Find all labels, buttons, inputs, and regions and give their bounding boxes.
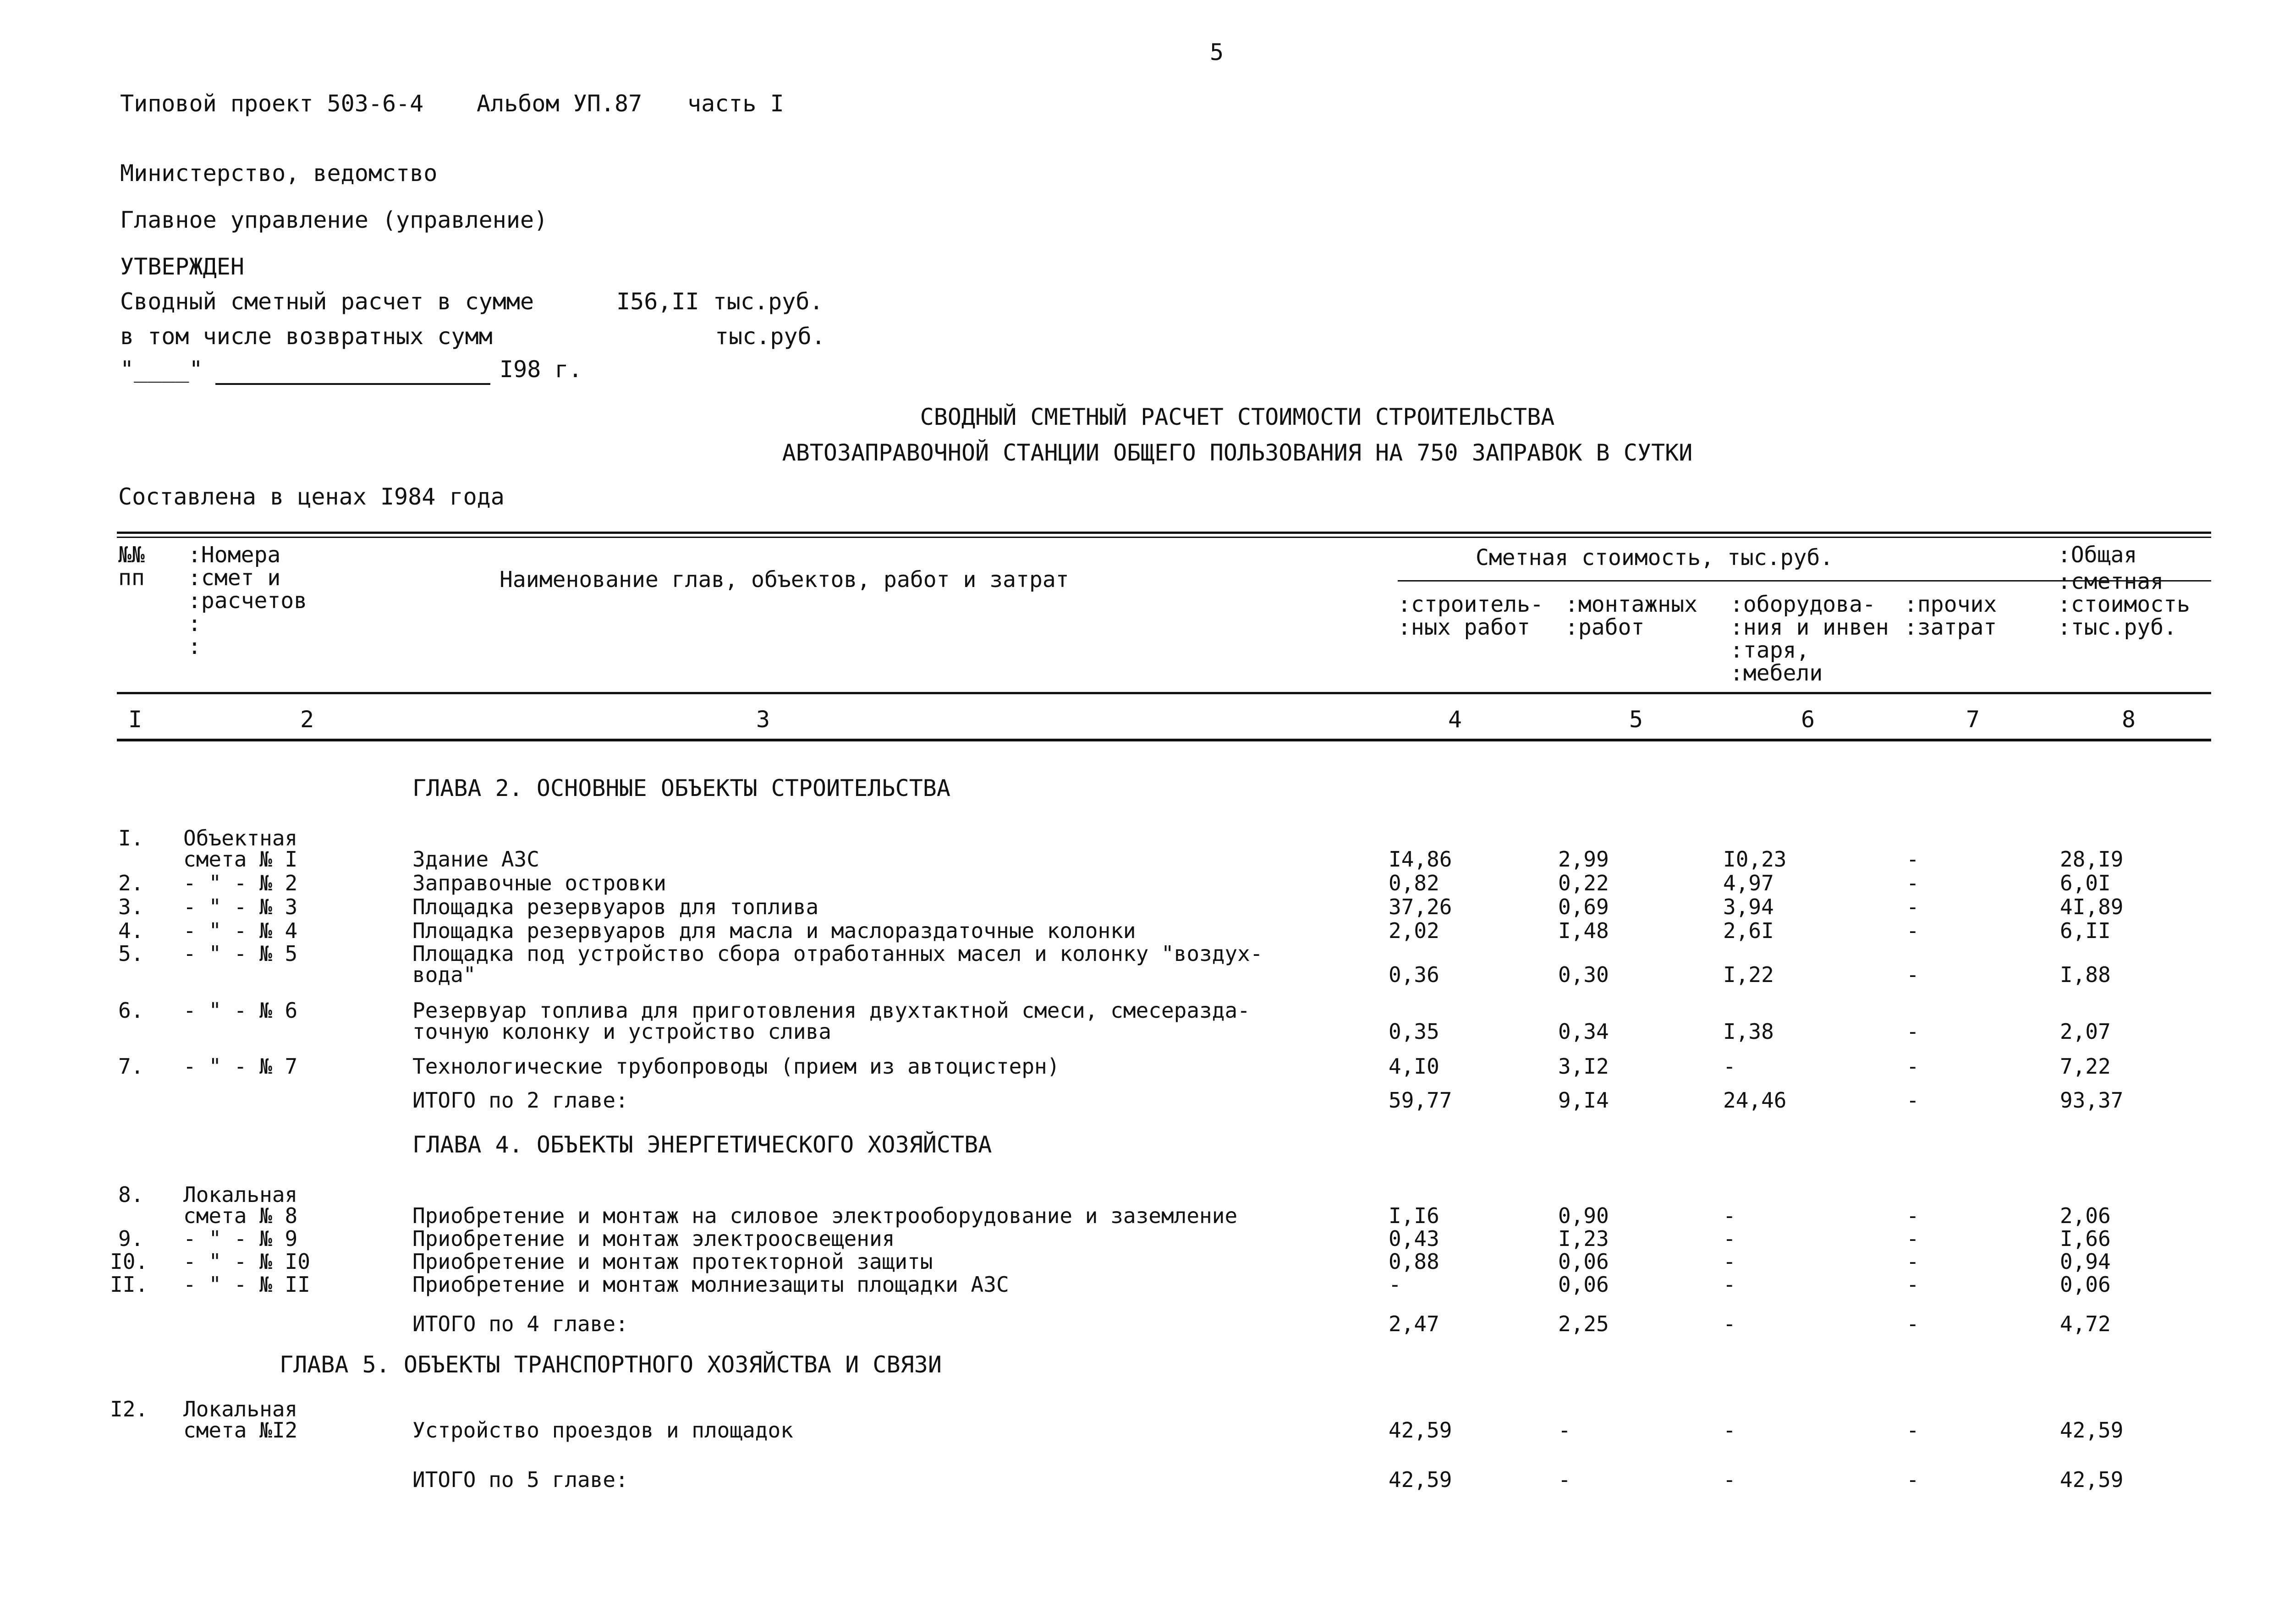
cell-installation: - — [1558, 1418, 1571, 1443]
cell-other: - — [1906, 1418, 1919, 1443]
row-number: I. — [118, 826, 144, 850]
cell-construction: 37,26 — [1389, 894, 1452, 919]
column-number: 3 — [756, 706, 770, 733]
chapter-title: ГЛАВА 4. ОБЪЕКТЫ ЭНЕРГЕТИЧЕСКОГО ХОЗЯЙСТВА — [412, 1131, 992, 1158]
cell-total: 7,22 — [2060, 1054, 2111, 1079]
cell-construction: 59,77 — [1389, 1088, 1452, 1113]
row-name: Устройство проездов и площадок — [412, 1418, 793, 1443]
cell-installation: - — [1558, 1467, 1571, 1492]
cell-total: 6,II — [2060, 918, 2111, 943]
row-ref: - " - № 3 — [183, 894, 298, 919]
row-ref: - " - № 9 — [183, 1226, 298, 1251]
cell-equipment: I,22 — [1723, 962, 1774, 987]
cell-total: 28,I9 — [2060, 847, 2124, 872]
table-top-rule — [117, 532, 2211, 534]
row-number: I0. — [110, 1249, 148, 1274]
cell-total: 93,37 — [2060, 1088, 2124, 1113]
cell-construction: 2,47 — [1389, 1311, 1439, 1336]
chapter-title: ГЛАВА 5. ОБЪЕКТЫ ТРАНСПОРТНОГО ХОЗЯЙСТВА И СВЯЗИ — [280, 1351, 942, 1378]
date-line — [215, 383, 490, 385]
cell-installation: 0,69 — [1558, 894, 1609, 919]
cell-total: 0,94 — [2060, 1249, 2111, 1274]
prices-note: Составлена в ценах I984 года — [118, 483, 505, 510]
cell-total: I,66 — [2060, 1226, 2111, 1251]
total-label: ИТОГО по 2 главе: — [412, 1088, 628, 1113]
cell-other: - — [1906, 1249, 1919, 1274]
row-ref: - " - № 5 — [183, 941, 298, 966]
table-top-rule-inner — [117, 537, 2211, 538]
cell-construction: 0,35 — [1389, 1019, 1439, 1044]
cell-other: - — [1906, 1203, 1919, 1228]
row-ref: смета №I2 — [183, 1418, 298, 1443]
cell-total: 42,59 — [2060, 1418, 2124, 1443]
sum-value: I56,II тыс.руб. — [616, 288, 824, 315]
row-number: 4. — [118, 918, 144, 943]
row-name: Площадка резервуаров для масла и маслораздаточные колонки — [412, 918, 1136, 943]
row-ref: смета № I — [183, 847, 298, 872]
row-ref: Объектная — [183, 826, 298, 850]
row-name: Приобретение и монтаж на силовое электрооборудование и заземление — [412, 1203, 1238, 1228]
row-number: 3. — [118, 894, 144, 919]
cell-construction: 0,36 — [1389, 962, 1439, 987]
cell-other: - — [1906, 962, 1919, 987]
row-ref: - " - № 4 — [183, 918, 298, 943]
row-number: 5. — [118, 941, 144, 966]
sum-label: Сводный сметный расчет в сумме — [120, 288, 534, 315]
cell-other: - — [1906, 1088, 1919, 1113]
page-number: 5 — [1210, 39, 1224, 66]
project-code: Типовой проект 503-6-4 — [120, 90, 424, 117]
cell-equipment: - — [1723, 1226, 1736, 1251]
cell-total: 4I,89 — [2060, 894, 2124, 919]
cell-total: 42,59 — [2060, 1467, 2124, 1492]
ministry-label: Министерство, ведомство — [120, 160, 438, 187]
cell-other: - — [1906, 1226, 1919, 1251]
row-ref: - " - № I0 — [183, 1249, 310, 1274]
cell-construction: 42,59 — [1389, 1467, 1452, 1492]
cell-equipment: 2,6I — [1723, 918, 1774, 943]
header-col7: :прочих :затрат — [1904, 592, 1997, 640]
cell-construction: 0,88 — [1389, 1249, 1439, 1274]
row-ref: - " - № 2 — [183, 871, 298, 895]
cell-installation: 2,25 — [1558, 1311, 1609, 1336]
row-ref: - " - № 7 — [183, 1054, 298, 1079]
row-number: II. — [110, 1272, 148, 1297]
row-number: 6. — [118, 998, 144, 1023]
column-number: I — [128, 706, 143, 733]
column-numbers-rule — [117, 739, 2211, 741]
column-number: 6 — [1801, 706, 1815, 733]
cell-installation: 0,06 — [1558, 1249, 1609, 1274]
row-ref: - " - № II — [183, 1272, 310, 1297]
cell-construction: 2,02 — [1389, 918, 1439, 943]
cell-equipment: 24,46 — [1723, 1088, 1787, 1113]
cell-other: - — [1906, 871, 1919, 895]
album-number: Альбом УП.87 — [477, 90, 642, 117]
cell-installation: 0,06 — [1558, 1272, 1609, 1297]
directorate-label: Главное управление (управление) — [120, 207, 548, 233]
column-number: 5 — [1629, 706, 1643, 733]
cell-installation: 0,22 — [1558, 871, 1609, 895]
refund-unit: тыс.руб. — [715, 323, 825, 350]
row-ref: Локальная — [183, 1397, 298, 1421]
row-number: 8. — [118, 1182, 144, 1207]
cell-other: - — [1906, 847, 1919, 872]
cell-equipment: I0,23 — [1723, 847, 1787, 872]
cell-installation: I,48 — [1558, 918, 1609, 943]
row-name: Резервуар топлива для приготовления двухтактной смеси, смесеразда- — [412, 998, 1250, 1023]
cell-construction: 42,59 — [1389, 1418, 1452, 1443]
approved-label: УТВЕРЖДЕН — [120, 253, 244, 280]
cell-other: - — [1906, 894, 1919, 919]
cell-other: - — [1906, 1467, 1919, 1492]
cell-equipment: - — [1723, 1272, 1736, 1297]
row-number: I2. — [110, 1397, 148, 1421]
header-col2: :Номера :смет и :расчетов : : — [188, 542, 307, 659]
cell-total: 6,0I — [2060, 871, 2111, 895]
cell-equipment: 4,97 — [1723, 871, 1774, 895]
header-bottom-rule — [117, 692, 2211, 694]
cell-construction: 4,I0 — [1389, 1054, 1439, 1079]
row-name: Технологические трубопроводы (прием из автоцистерн) — [412, 1054, 1060, 1079]
row-ref: смета № 8 — [183, 1203, 298, 1228]
cell-total: 0,06 — [2060, 1272, 2111, 1297]
row-name: Приобретение и монтаж молниезащиты площадки АЗС — [412, 1272, 1009, 1297]
row-name: Приобретение и монтаж электроосвещения — [412, 1226, 895, 1251]
cell-equipment: - — [1723, 1467, 1736, 1492]
header-col4: :строитель- :ных работ — [1398, 592, 1543, 640]
cell-equipment: - — [1723, 1054, 1736, 1079]
cell-other: - — [1906, 1311, 1919, 1336]
cell-other: - — [1906, 1019, 1919, 1044]
cell-equipment: - — [1723, 1203, 1736, 1228]
group-rule — [1398, 580, 2048, 582]
header-col8: :Общая :сметная :стоимость :тыс.руб. — [2058, 542, 2190, 640]
row-ref: - " - № 6 — [183, 998, 298, 1023]
date-year: I98 г. — [500, 356, 582, 383]
row-name: точную колонку и устройство слива — [412, 1019, 831, 1044]
header-col6: :оборудова- :ния и инвен :таря, :мебели — [1730, 592, 1889, 686]
row-name: Площадка под устройство сбора отработанных масел и колонку "воздух- — [412, 941, 1263, 966]
cell-construction: I,I6 — [1389, 1203, 1439, 1228]
row-number: 7. — [118, 1054, 144, 1079]
date-day: "____" — [120, 356, 203, 383]
refund-label: в том числе возвратных сумм — [120, 323, 493, 350]
cell-installation: I,23 — [1558, 1226, 1609, 1251]
part-number: часть I — [687, 90, 784, 117]
column-number: 2 — [300, 706, 314, 733]
cell-equipment: 3,94 — [1723, 894, 1774, 919]
cell-other: - — [1906, 918, 1919, 943]
row-number: 2. — [118, 871, 144, 895]
cell-construction: I4,86 — [1389, 847, 1452, 872]
cell-total: 2,07 — [2060, 1019, 2111, 1044]
cell-total: 2,06 — [2060, 1203, 2111, 1228]
cell-equipment: - — [1723, 1249, 1736, 1274]
header-col5: :монтажных :работ — [1565, 592, 1697, 640]
column-number: 7 — [1966, 706, 1980, 733]
header-col3: Наименование глав, объектов, работ и затрат — [500, 567, 1069, 593]
row-name: Приобретение и монтаж протекторной защиты — [412, 1249, 933, 1274]
cell-construction: - — [1389, 1272, 1401, 1297]
document-title-line2: АВТОЗАПРАВОЧНОЙ СТАНЦИИ ОБЩЕГО ПОЛЬЗОВАНИЯ НА 750 ЗАПРАВОК В СУТКИ — [782, 439, 1693, 466]
cell-construction: 0,43 — [1389, 1226, 1439, 1251]
row-name: Здание АЗС — [412, 847, 539, 872]
total-label: ИТОГО по 4 главе: — [412, 1311, 628, 1336]
row-number: 9. — [118, 1226, 144, 1251]
cell-installation: 9,I4 — [1558, 1088, 1609, 1113]
cell-equipment: - — [1723, 1311, 1736, 1336]
cell-installation: 2,99 — [1558, 847, 1609, 872]
header-cost-group: Сметная стоимость, тыс.руб. — [1476, 545, 1834, 571]
row-ref: Локальная — [183, 1182, 298, 1207]
row-name: Площадка резервуаров для топлива — [412, 894, 819, 919]
total-label: ИТОГО по 5 главе: — [412, 1467, 628, 1492]
cell-construction: 0,82 — [1389, 871, 1439, 895]
cell-total: 4,72 — [2060, 1311, 2111, 1336]
cell-equipment: I,38 — [1723, 1019, 1774, 1044]
cell-installation: 3,I2 — [1558, 1054, 1609, 1079]
cell-installation: 0,90 — [1558, 1203, 1609, 1228]
row-name: Заправочные островки — [412, 871, 666, 895]
cell-installation: 0,30 — [1558, 962, 1609, 987]
cell-equipment: - — [1723, 1418, 1736, 1443]
cell-total: I,88 — [2060, 962, 2111, 987]
column-number: 8 — [2122, 706, 2136, 733]
document-title-line1: СВОДНЫЙ СМЕТНЫЙ РАСЧЕТ СТОИМОСТИ СТРОИТЕЛЬСТВА — [920, 404, 1555, 430]
chapter-title: ГЛАВА 2. ОСНОВНЫЕ ОБЪЕКТЫ СТРОИТЕЛЬСТВА — [412, 775, 950, 801]
cell-other: - — [1906, 1272, 1919, 1297]
header-col1: №№ пп — [118, 542, 145, 591]
column-number: 4 — [1448, 706, 1462, 733]
cell-installation: 0,34 — [1558, 1019, 1609, 1044]
cell-other: - — [1906, 1054, 1919, 1079]
row-name: вода" — [412, 962, 476, 987]
